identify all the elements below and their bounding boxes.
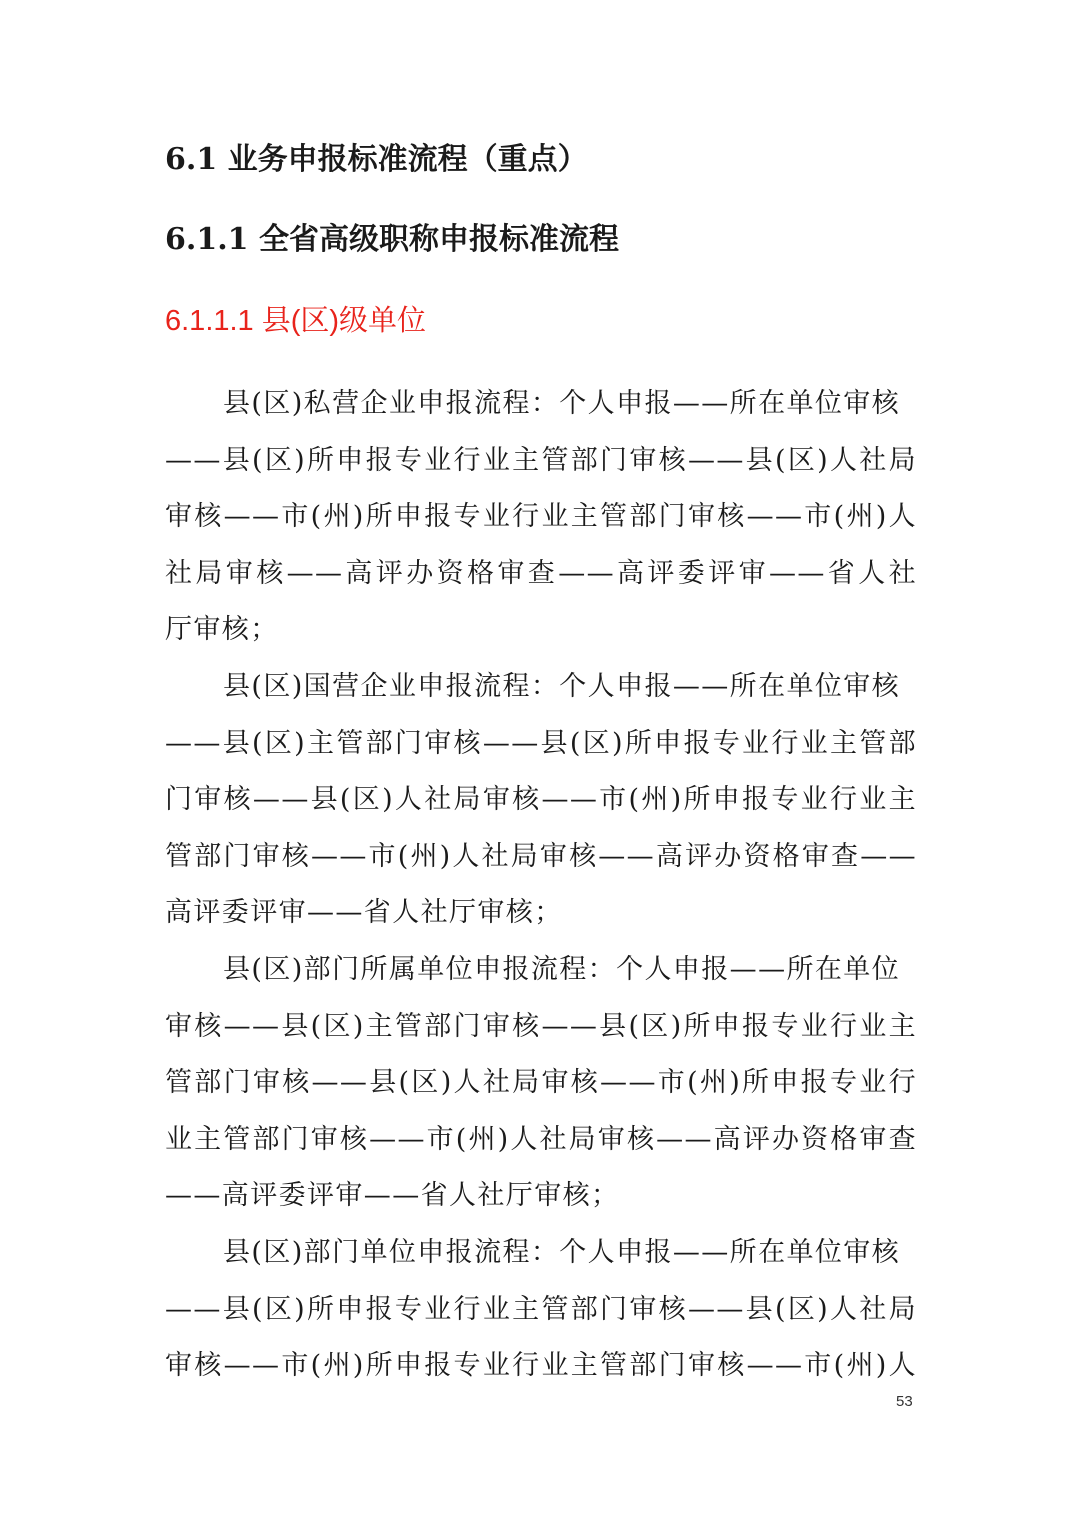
paragraph-line: ——县(区)主管部门审核——县(区)所申报专业行业主管部: [165, 727, 917, 759]
paragraph-line: 高评委评审——省人社厅审核；: [165, 897, 563, 929]
paragraph-line: 县(区)部门单位申报流程：个人申报——所在单位审核: [223, 1236, 901, 1268]
paragraph-line: ——高评委评审——省人社厅审核；: [165, 1180, 620, 1212]
paragraph-line: 管部门审核——市(州)人社局审核——高评办资格审查——: [165, 840, 917, 872]
body-text: [165, 376, 917, 1395]
paragraph-line: 县(区)国营企业申报流程：个人申报——所在单位审核: [223, 670, 901, 702]
paragraph-line: 管部门审核——县(区)人社局审核——市(州)所申报专业行: [165, 1067, 917, 1099]
page-number: 53: [896, 1393, 913, 1410]
section-heading-6-1-1: 6.1.1 全省高级职称申报标准流程: [165, 222, 619, 257]
paragraph-line: 社局审核——高评办资格审查——高评委评审——省人社: [165, 557, 917, 589]
paragraph-line: 审核——市(州)所申报专业行业主管部门审核——市(州)人: [165, 501, 917, 533]
paragraph-line: 审核——市(州)所申报专业行业主管部门审核——市(州)人: [165, 1350, 917, 1382]
paragraph-line: 县(区)部门所属单位申报流程：个人申报——所在单位: [223, 953, 901, 985]
paragraph-line: 厅审核；: [165, 614, 279, 646]
paragraph-line: 业主管部门审核——市(州)人社局审核——高评办资格审查: [165, 1123, 917, 1155]
paragraph-line: 审核——县(区)主管部门审核——县(区)所申报专业行业主: [165, 1010, 917, 1042]
paragraph-line: ——县(区)所申报专业行业主管部门审核——县(区)人社局: [165, 1293, 917, 1325]
paragraph-line: ——县(区)所申报专业行业主管部门审核——县(区)人社局: [165, 444, 917, 476]
paragraph-line: 门审核——县(区)人社局审核——市(州)所申报专业行业主: [165, 784, 917, 816]
paragraph-line: 县(区)私营企业申报流程：个人申报——所在单位审核: [223, 388, 901, 419]
section-heading-6-1: 6.1 业务申报标准流程（重点）: [165, 142, 588, 177]
section-heading-6-1-1-1: 6.1.1.1 县(区)级单位: [165, 305, 427, 337]
